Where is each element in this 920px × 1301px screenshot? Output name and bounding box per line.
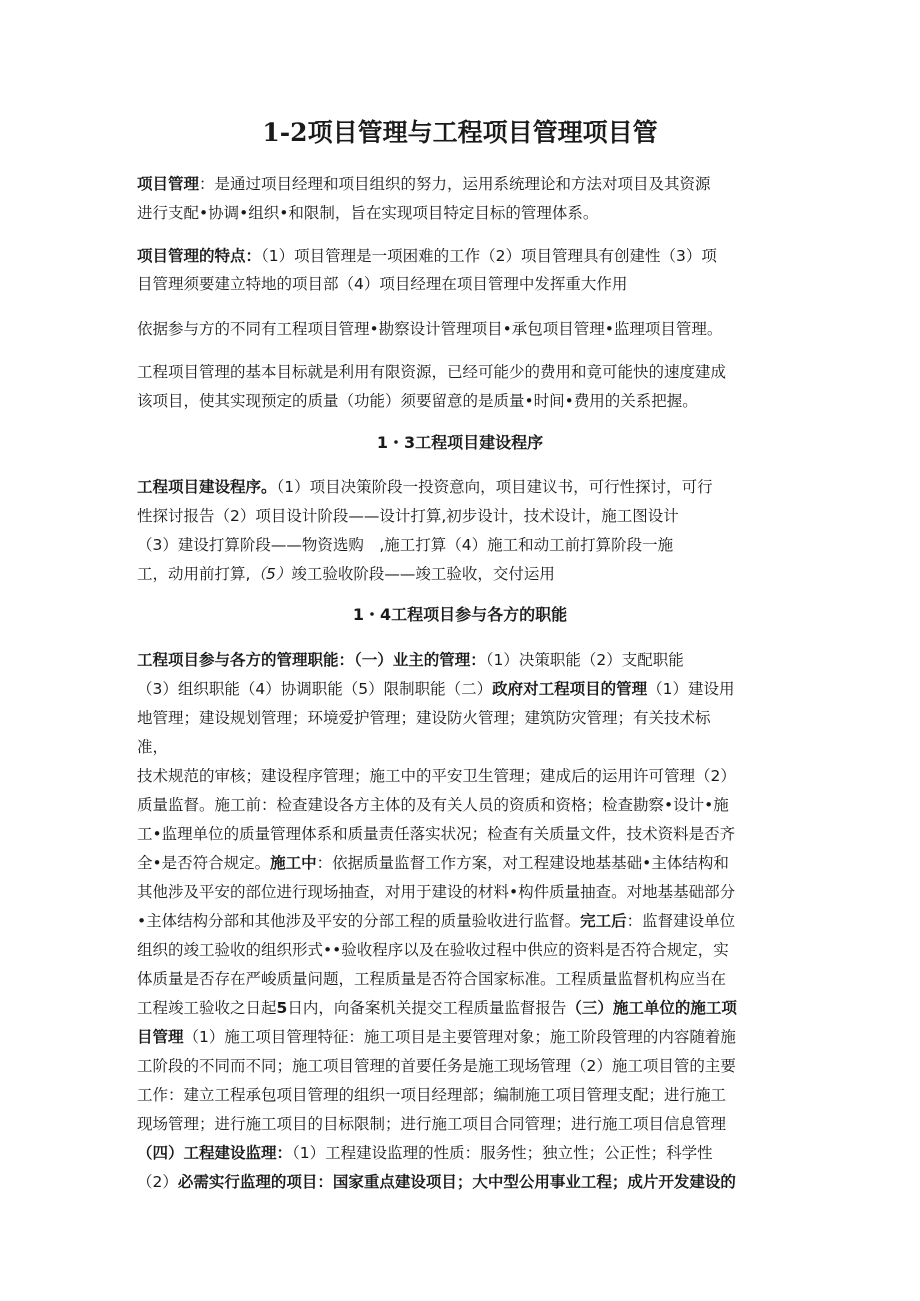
text-line — [137, 1025, 736, 1049]
text-run: （3）组织职能（4）协调职能（5）限制职能（二） — [137, 680, 493, 698]
section-heading-1-3: 1・3工程项目建设程序 — [376, 433, 544, 452]
bold-text-run: 项目管理 — [137, 175, 200, 193]
text-line — [137, 360, 726, 384]
text-run: （3）建设打算阶段——物资选购 ,施工打算（4）施工和动工前打算阶段一施 — [137, 536, 674, 554]
text-run: 工•监理单位的质量管理体系和质量责任落实状况；检查有关质量文件，技术资料是否齐 — [137, 825, 736, 843]
bold-text-run: （四）工程建设监理： — [137, 1144, 293, 1162]
text-run: （2） — [137, 1173, 178, 1191]
bold-text-run: 施工中 — [270, 854, 317, 872]
text-line — [137, 533, 673, 557]
text-line — [137, 201, 598, 225]
text-run: 目管理须要建立特地的项目部（4）项目经理在项目管理中发挥重大作用 — [137, 275, 628, 293]
text-run: ：依据质量监督工作方案，对工程建设地基基础•主体结构和 — [316, 854, 729, 872]
text-line — [137, 1170, 736, 1194]
text-run: 该项目，使其实现预定的质量（功能）须要留意的是质量•时间•费用的关系把握。 — [137, 392, 698, 410]
bold-text-run: （三）施工单位的施工项 — [566, 999, 737, 1017]
text-line — [137, 996, 737, 1020]
page-title: 1-2项目管理与工程项目管理项目管 — [262, 118, 658, 147]
text-run: 日内，向备案机关提交工程质量监督报告 — [287, 999, 567, 1017]
text-run: 全•是否符合规定。 — [137, 854, 271, 872]
text-line — [137, 475, 713, 499]
section-heading-1-4: 1・4工程项目参与各方的职能 — [352, 605, 568, 624]
bold-text-run: 5 — [276, 999, 288, 1017]
text-run: ：监督建设单位 — [626, 912, 736, 930]
text-line — [137, 677, 734, 701]
text-line — [137, 764, 736, 788]
text-run: 工，动用前打算, — [137, 565, 251, 583]
text-line — [137, 822, 735, 846]
text-line — [137, 1054, 736, 1078]
text-run: （1）施工项目管理特征：施工项目是主要管理对象；施工阶段管理的内容随着施 — [183, 1028, 736, 1046]
text-line — [137, 389, 698, 413]
text-line — [137, 851, 729, 875]
text-run: （1）工程建设监理的性质：服务性；独立性；公正性；科学性 — [292, 1144, 713, 1162]
text-run: 质量监督。施工前：检查建设各方主体的及有关人员的资质和资格；检查勘察•设计•施 — [137, 796, 729, 814]
text-run: •主体结构分部和其他涉及平安的分部工程的质量验收进行监督。 — [137, 912, 581, 930]
text-run: 组织的竣工验收的组织形式••验收程序以及在验收过程中供应的资料是否符合规定，实 — [137, 941, 729, 959]
text-line — [137, 706, 711, 730]
text-line — [137, 793, 729, 817]
text-line — [137, 562, 555, 586]
text-run: （1）决策职能（2）支配职能 — [485, 651, 684, 669]
text-line — [137, 272, 627, 296]
text-line — [137, 967, 726, 991]
bold-text-run: 工程项目建设程序。 — [137, 478, 277, 496]
bold-text-run: 完工后 — [580, 912, 627, 930]
text-line — [137, 1141, 713, 1165]
text-run: 工程项目管理的基本目标就是利用有限资源，已经可能少的费用和竟可能快的速度建成 — [137, 363, 727, 381]
text-run: 其他涉及平安的部位进行现场抽查，对用于建设的材料•构件质量抽查。对地基基础部分 — [137, 883, 736, 901]
text-run: 性探讨报告（2）项目设计阶段——设计打算,初步设计，技术设计，施工图设计 — [137, 507, 679, 525]
text-line — [137, 938, 729, 962]
text-line — [137, 317, 722, 341]
text-line — [137, 1083, 726, 1107]
text-run: 体质量是否存在严峻质量问题，工程质量是否符合国家标准。工程质量监督机构应当在 — [137, 970, 727, 988]
text-run: ：是通过项目经理和项目组织的努力，运用系统理论和方法对项目及其资源 — [199, 175, 711, 193]
text-run: 技术规范的审核；建设程序管理；施工中的平安卫生管理；建成后的运用许可管理（2） — [137, 767, 736, 785]
text-run: 地管理；建设规划管理；环境爱护管理；建设防火管理；建筑防灾管理；有关技术标 — [137, 709, 711, 727]
text-line — [137, 172, 711, 196]
bold-text-run: 必需实行监理的项目：国家重点建设项目；大中型公用事业工程；成片开发建设的 — [177, 1173, 736, 1191]
text-run: 准， — [137, 738, 169, 756]
text-line — [137, 880, 735, 904]
text-run: （5） — [250, 565, 292, 583]
text-run: 现场管理；进行施工项目的目标限制；进行施工项目合同管理；进行施工项目信息管理 — [137, 1115, 727, 1133]
text-run: 工程竣工验收之日起 — [137, 999, 277, 1017]
text-run: 进行支配•协调•组织•和限制，旨在实现项目特定目标的管理体系。 — [137, 204, 599, 222]
text-run: 依据参与方的不同有工程项目管理•勘察设计管理项目•承包项目管理•监理项目管理。 — [137, 320, 723, 338]
text-line — [137, 648, 684, 672]
text-line — [137, 244, 717, 268]
text-run: （1）建设用 — [647, 680, 735, 698]
text-line — [137, 504, 679, 528]
bold-text-run: 项目管理的特点： — [137, 247, 262, 265]
text-run: 工阶段的不同而不同；施工项目管理的首要任务是施工现场管理（2）施工项目管的主要 — [137, 1057, 736, 1075]
text-run: 竣工验收阶段——竣工验收，交付运用 — [291, 565, 555, 583]
bold-text-run: 工程项目参与各方的管理职能：（一）业主的管理： — [137, 651, 486, 669]
text-run: （1）项目管理是一项困难的工作（2）项目管理具有创建性（3）项 — [261, 247, 717, 265]
bold-text-run: 目管理 — [137, 1028, 184, 1046]
text-line — [137, 909, 735, 933]
text-line — [137, 1112, 726, 1136]
text-line — [137, 735, 168, 759]
bold-text-run: 政府对工程项目的管理 — [492, 680, 648, 698]
text-run: （1）项目决策阶段一投资意向，项目建议书，可行性探讨，可行 — [276, 478, 713, 496]
text-run: 工作：建立工程承包项目管理的组织一项目经理部；编制施工项目管理支配；进行施工 — [137, 1086, 727, 1104]
